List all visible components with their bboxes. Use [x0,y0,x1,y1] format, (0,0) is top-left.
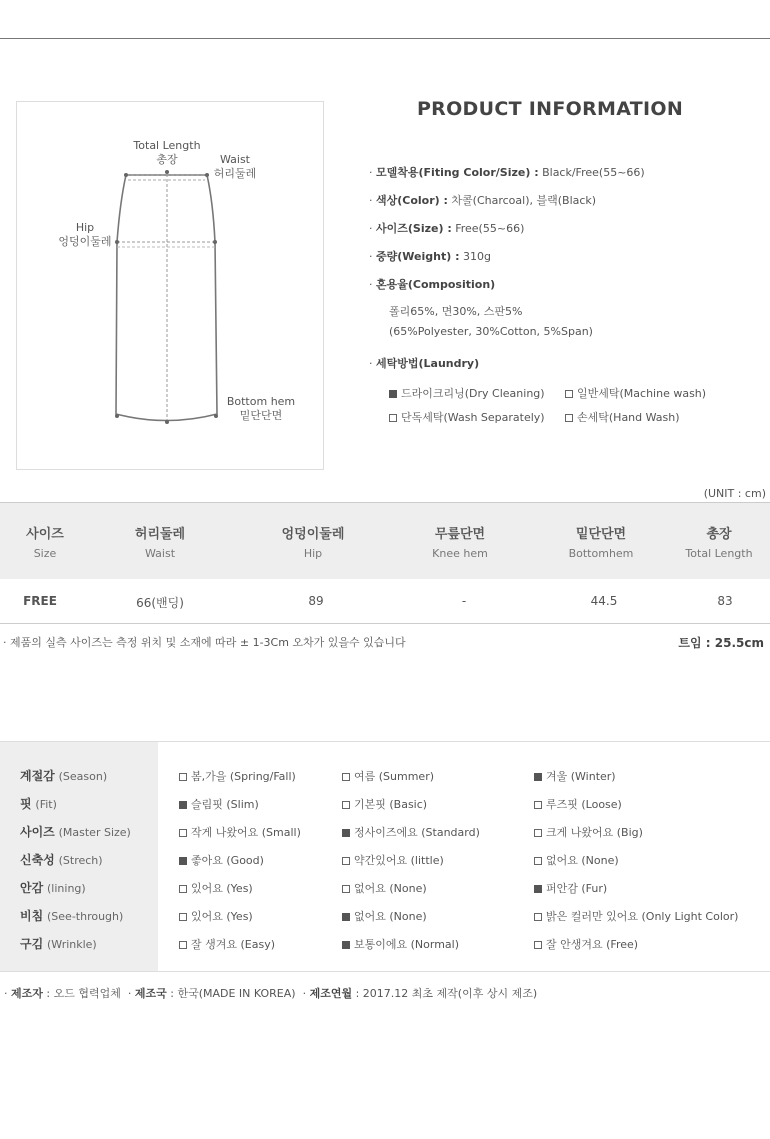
fit-option-label: 슬림핏 (Slim) [191,798,259,811]
fit-row-label [20,935,97,952]
weight-value: 310g [462,250,491,263]
fit-row-label [20,851,103,868]
fit-option-label: 크게 나왔어요 (Big) [546,826,643,839]
fit-option [179,824,301,840]
top-divider [0,38,770,39]
bottom-hem-ko: 밑단단면 [239,409,283,422]
fit-row-label-en: (Fit) [35,798,57,811]
fit-row-label-ko: 사이즈 [20,825,55,839]
header-size-ko: 사이즈 [26,527,64,542]
checkbox-empty-icon [342,857,350,865]
size-value: Free(55~66) [455,222,525,235]
fit-option-label: 보통이에요 (Normal) [354,938,460,951]
checkbox-checked-icon [342,829,350,837]
total-length-en: Total Length [133,139,201,152]
fit-option [179,908,253,924]
header-knee-en: Knee hem [432,547,488,560]
checkbox-empty-icon [342,885,350,893]
cell-length: 83 [717,594,733,608]
unit-label: (UNIT : cm) [703,487,766,500]
fit-option [179,796,259,812]
fit-option-label: 퍼안감 (Fur) [546,882,608,895]
fit-option-label: 잘 안생겨요 (Free) [546,938,639,951]
composition-en: (65%Polyester, 30%Cotton, 5%Span) [389,325,593,338]
fit-table [0,741,770,972]
laundry-option-label: 드라이크리닝(Dry Cleaning) [401,387,545,400]
fit-option-label: 잘 생겨요 (Easy) [191,938,276,951]
checkbox-empty-icon [342,801,350,809]
hip-ko: 엉덩이둘레 [58,235,112,248]
cell-hip: 89 [308,594,324,608]
checkbox-empty-icon [389,414,397,422]
hip-en: Hip [75,221,95,234]
weight-line: · 중량(Weight) : 310g [369,250,491,263]
table-row [0,579,770,624]
checkbox-checked-icon [342,941,350,949]
fit-row-label [20,767,107,784]
checkbox-empty-icon [342,773,350,781]
fit-row-label-en: (Season) [58,770,108,783]
size-line: · 사이즈(Size) : Free(55~66) [369,222,525,235]
size-table-header [0,502,770,579]
checkbox-empty-icon [179,913,187,921]
waist-ko: 허리둘레 [213,167,257,180]
fit-option [342,768,434,784]
maker-label: 제조자 [11,987,43,1000]
fit-row-label-ko: 계절감 [20,769,55,783]
fit-option-label: 있어요 (Yes) [191,910,253,923]
fit-row-label [20,907,123,924]
fit-row-label-en: (lining) [47,882,86,895]
slit-length: 트임 : 25.5cm [678,636,764,650]
checkbox-empty-icon [534,913,542,921]
fit-row-label [20,795,57,812]
laundry-option-label: 단독세탁(Wash Separately) [401,411,545,424]
fit-row-label-en: (See-through) [47,910,124,923]
size-label: 사이즈(Size) : [376,222,452,235]
fit-row-label-en: (Master Size) [58,826,131,839]
fit-option-label: 없어요 (None) [354,910,427,923]
model-fit-label: 모델착용(Fiting Color/Size) : [376,166,539,179]
checkbox-empty-icon [534,941,542,949]
bottom-hem-label [223,395,299,423]
checkbox-empty-icon [179,885,187,893]
fit-option-label: 봄,가을 (Spring/Fall) [191,770,296,783]
fit-option-label: 있어요 (Yes) [191,882,253,895]
laundry-option-wash-separately [389,409,545,425]
fit-option-label: 여름 (Summer) [354,770,435,783]
laundry-option-label: 일반세탁(Machine wash) [577,387,707,400]
fit-option [534,796,622,812]
country-value: : 한국(MADE IN KOREA) [170,987,296,1000]
cell-bottom: 44.5 [590,594,618,608]
waist-label [205,153,265,181]
checkbox-empty-icon [179,941,187,949]
fit-option [534,824,643,840]
fit-row-label-ko: 비침 [20,909,44,923]
header-size-en: Size [33,547,57,560]
fit-option-label: 기본핏 (Basic) [354,798,428,811]
fit-option-label: 좋아요 (Good) [191,854,264,867]
fit-option [342,796,427,812]
header-waist-ko: 허리둘레 [134,527,186,542]
laundry-option-label: 손세탁(Hand Wash) [577,411,680,424]
date-label: 제조연월 [309,987,353,1000]
checkbox-checked-icon [534,885,542,893]
fit-option [179,880,253,896]
header-length-ko: 총장 [706,527,732,542]
checkbox-checked-icon [179,857,187,865]
fit-row-label-ko: 구김 [20,937,44,951]
header-bottom-en: Bottomhem [568,547,634,560]
fit-option [534,852,619,868]
checkbox-empty-icon [179,829,187,837]
laundry-option-machine-wash [565,385,706,401]
total-length-ko: 총장 [156,153,178,166]
fit-option-label: 작게 나왔어요 (Small) [191,826,301,839]
fit-row-label-en: (Strech) [58,854,103,867]
hip-label [53,221,117,249]
fit-option-label: 루즈핏 (Loose) [546,798,622,811]
fit-option-label: 정사이즈에요 (Standard) [354,826,480,839]
fit-option-label: 밝은 컬러만 있어요 (Only Light Color) [546,910,739,923]
header-hip-ko: 엉덩이둘레 [281,527,345,542]
checkbox-empty-icon [179,773,187,781]
size-table [0,502,770,624]
composition-line: · 혼용율(Composition) [369,278,496,291]
maker-value: : 오드 협력업체 [46,987,121,1000]
header-hip-en: Hip [303,547,323,560]
bottom-hem-en: Bottom hem [226,395,296,408]
fit-option [342,880,427,896]
product-info-title: PRODUCT INFORMATION [416,98,684,120]
fit-option-label: 약간있어요 (little) [354,854,444,867]
fit-row-label-ko: 핏 [20,797,32,811]
checkbox-checked-icon [534,773,542,781]
fit-row-label-ko: 신축성 [20,853,55,867]
laundry-option-hand-wash [565,409,680,425]
model-fit-line: · 모델착용(Fiting Color/Size) : Black/Free(55~66) [369,166,645,179]
fit-row-label [20,879,86,896]
fit-option [179,768,296,784]
header-length-en: Total Length [685,547,753,560]
checkbox-empty-icon [565,390,573,398]
header-knee-ko: 무릎단면 [434,527,486,542]
fit-option [179,852,264,868]
total-length-label [127,139,207,167]
date-value: : 2017.12 최초 제작(이후 상시 제조) [355,987,538,1000]
checkbox-empty-icon [534,857,542,865]
checkbox-empty-icon [534,829,542,837]
measurement-diagram [16,101,324,470]
checkbox-checked-icon [389,390,397,398]
checkbox-empty-icon [534,801,542,809]
color-value: 차콜(Charcoal), 블랙(Black) [451,194,597,207]
laundry-line: · 세탁방법(Laundry) [369,357,480,370]
fit-option [534,936,638,952]
fit-row-label-ko: 안감 [20,881,44,895]
cell-waist: 66(밴딩) [136,596,184,610]
composition-ko: 폴리65%, 면30%, 스판5% [389,305,523,318]
header-waist-en: Waist [144,547,176,560]
laundry-option-dry-cleaning [389,385,545,401]
manufacturer-info: · 제조자 : 오드 협력업체 · 제조국 : 한국(MADE IN KOREA) · 제조연월 : 2017.12 최초 제작(이후 상시 제조) [4,987,538,1000]
fit-option [534,908,738,924]
fit-option-label: 없어요 (None) [546,854,619,867]
fit-row-label-en: (Wrinkle) [47,938,97,951]
fit-option-label: 없어요 (None) [354,882,427,895]
fit-option [534,880,607,896]
checkbox-checked-icon [342,913,350,921]
cell-knee: - [461,594,467,608]
composition-label: 혼용율(Composition) [376,278,496,291]
fit-option [534,768,616,784]
weight-label: 중량(Weight) : [376,250,460,263]
color-line: · 색상(Color) : 차콜(Charcoal), 블랙(Black) [369,194,597,207]
fit-option [342,908,427,924]
country-label: 제조국 [134,987,167,1000]
model-fit-value: Black/Free(55~66) [542,166,645,179]
fit-option-label: 겨울 (Winter) [546,770,616,783]
checkbox-empty-icon [565,414,573,422]
header-bottom-ko: 밑단단면 [575,527,627,542]
laundry-label: 세탁방법(Laundry) [376,357,480,370]
waist-en: Waist [219,153,250,166]
cell-size: FREE [23,594,57,608]
measurement-note: · 제품의 실측 사이즈는 측정 위치 및 소재에 따라 ± 1-3Cm 오차가 있을수 있습니다 [3,636,406,649]
fit-option [179,936,275,952]
fit-option [342,936,459,952]
fit-row-label [20,823,131,840]
checkbox-checked-icon [179,801,187,809]
fit-option [342,852,444,868]
fit-option [342,824,480,840]
color-label: 색상(Color) : [376,194,448,207]
